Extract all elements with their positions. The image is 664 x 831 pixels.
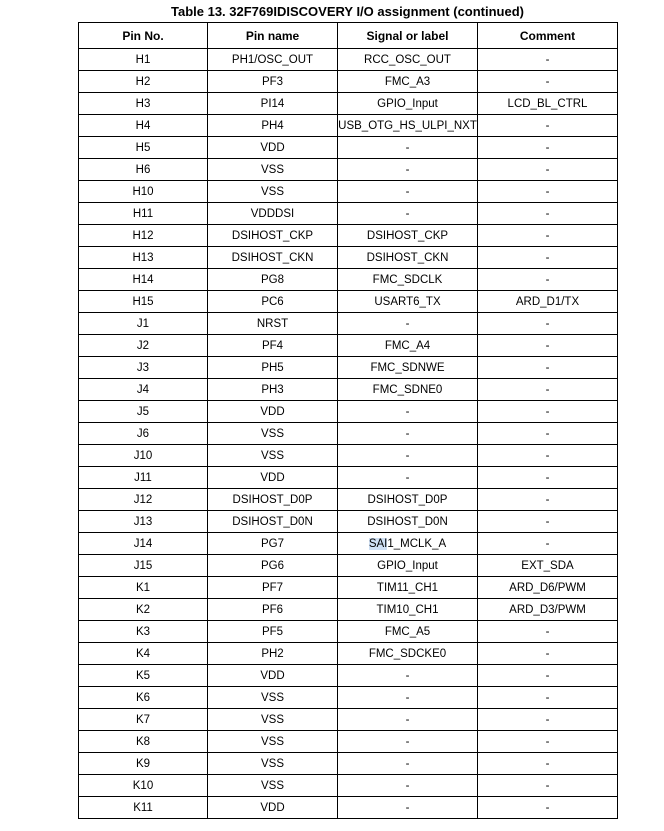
cell-signal: RCC_OSC_OUT	[338, 49, 478, 71]
cell-pin-no: H11	[79, 203, 208, 225]
cell-comment: -	[478, 137, 618, 159]
cell-pin-no: H14	[79, 269, 208, 291]
table-row	[79, 533, 618, 555]
cell-signal: FMC_SDNWE	[338, 357, 478, 379]
table-row	[79, 291, 618, 313]
cell-comment: EXT_SDA	[478, 555, 618, 577]
cell-pin-name: VDD	[208, 665, 338, 687]
cell-comment: -	[478, 335, 618, 357]
cell-pin-no: J12	[79, 489, 208, 511]
cell-pin-name: PH4	[208, 115, 338, 137]
cell-pin-no: H5	[79, 137, 208, 159]
cell-signal: FMC_SDCLK	[338, 269, 478, 291]
cell-pin-no: J10	[79, 445, 208, 467]
table-row	[79, 115, 618, 137]
table-row	[79, 665, 618, 687]
cell-comment: -	[478, 379, 618, 401]
cell-pin-name: VSS	[208, 445, 338, 467]
table-row	[79, 247, 618, 269]
cell-comment: ARD_D1/TX	[478, 291, 618, 313]
cell-signal: DSIHOST_CKP	[338, 225, 478, 247]
column-header-pin-no: Pin No.	[79, 23, 208, 49]
table-row	[79, 357, 618, 379]
cell-signal: GPIO_Input	[338, 555, 478, 577]
cell-signal: -	[338, 775, 478, 797]
cell-signal: FMC_SDNE0	[338, 379, 478, 401]
cell-pin-no: H12	[79, 225, 208, 247]
cell-pin-name: PH2	[208, 643, 338, 665]
cell-pin-no: K1	[79, 577, 208, 599]
table-row	[79, 555, 618, 577]
cell-comment: -	[478, 269, 618, 291]
cell-signal: -	[338, 445, 478, 467]
cell-pin-name: VDD	[208, 401, 338, 423]
cell-pin-no: J3	[79, 357, 208, 379]
table-row	[79, 335, 618, 357]
cell-pin-name: VDD	[208, 467, 338, 489]
cell-pin-no: H2	[79, 71, 208, 93]
table-row	[79, 423, 618, 445]
cell-pin-no: J13	[79, 511, 208, 533]
column-header-comment: Comment	[478, 23, 618, 49]
table-row	[79, 445, 618, 467]
cell-pin-no: K3	[79, 621, 208, 643]
cell-pin-no: H15	[79, 291, 208, 313]
cell-comment: -	[478, 71, 618, 93]
cell-pin-no: J15	[79, 555, 208, 577]
cell-pin-name: VSS	[208, 731, 338, 753]
cell-comment: -	[478, 49, 618, 71]
cell-pin-no: H13	[79, 247, 208, 269]
cell-pin-name: VSS	[208, 775, 338, 797]
cell-pin-no: K4	[79, 643, 208, 665]
cell-comment: -	[478, 533, 618, 555]
cell-signal: FMC_A4	[338, 335, 478, 357]
cell-comment: -	[478, 511, 618, 533]
cell-signal: -	[338, 313, 478, 335]
cell-signal: -	[338, 753, 478, 775]
cell-signal: -	[338, 181, 478, 203]
cell-comment: LCD_BL_CTRL	[478, 93, 618, 115]
table-row	[79, 159, 618, 181]
cell-pin-name: VSS	[208, 181, 338, 203]
cell-pin-name: PF3	[208, 71, 338, 93]
cell-signal: USART6_TX	[338, 291, 478, 313]
cell-pin-name: PG6	[208, 555, 338, 577]
cell-comment: -	[478, 225, 618, 247]
cell-comment: -	[478, 687, 618, 709]
cell-pin-name: DSIHOST_D0P	[208, 489, 338, 511]
cell-signal: DSIHOST_D0P	[338, 489, 478, 511]
table-row	[79, 577, 618, 599]
cell-comment: -	[478, 159, 618, 181]
cell-pin-name: VDDDSI	[208, 203, 338, 225]
cell-pin-no: J6	[79, 423, 208, 445]
cell-signal: -	[338, 797, 478, 819]
cell-comment: -	[478, 753, 618, 775]
column-header-signal: Signal or label	[338, 23, 478, 49]
cell-signal: -	[338, 137, 478, 159]
cell-comment: -	[478, 401, 618, 423]
cell-signal: -	[338, 467, 478, 489]
cell-comment: -	[478, 643, 618, 665]
cell-comment: -	[478, 203, 618, 225]
cell-comment: -	[478, 357, 618, 379]
cell-signal: -	[338, 687, 478, 709]
cell-signal: FMC_A3	[338, 71, 478, 93]
cell-signal: TIM11_CH1	[338, 577, 478, 599]
cell-comment: ARD_D3/PWM	[478, 599, 618, 621]
table-row	[79, 797, 618, 819]
cell-pin-name: VDD	[208, 137, 338, 159]
table-row	[79, 511, 618, 533]
cell-signal: -	[338, 203, 478, 225]
cell-pin-name: VSS	[208, 709, 338, 731]
table-row	[79, 225, 618, 247]
cell-pin-no: K10	[79, 775, 208, 797]
cell-pin-no: K2	[79, 599, 208, 621]
cell-pin-no: K6	[79, 687, 208, 709]
cell-pin-name: PG7	[208, 533, 338, 555]
cell-signal: -	[338, 401, 478, 423]
cell-pin-name: PC6	[208, 291, 338, 313]
cell-comment: ARD_D6/PWM	[478, 577, 618, 599]
cell-pin-name: PF6	[208, 599, 338, 621]
cell-comment: -	[478, 423, 618, 445]
table-row	[79, 687, 618, 709]
cell-pin-name: PG8	[208, 269, 338, 291]
cell-pin-name: VSS	[208, 423, 338, 445]
cell-text-rest: 1_MCLK_A	[387, 537, 447, 550]
cell-pin-no: J2	[79, 335, 208, 357]
cell-signal: -	[338, 731, 478, 753]
cell-signal: -	[338, 159, 478, 181]
cell-pin-no: H4	[79, 115, 208, 137]
cell-pin-name: VDD	[208, 797, 338, 819]
cell-pin-no: K5	[79, 665, 208, 687]
cell-signal: DSIHOST_CKN	[338, 247, 478, 269]
table-row	[79, 93, 618, 115]
cell-signal: GPIO_Input	[338, 93, 478, 115]
cell-pin-no: H6	[79, 159, 208, 181]
cell-comment: -	[478, 621, 618, 643]
cell-pin-no: J4	[79, 379, 208, 401]
table-row	[79, 401, 618, 423]
cell-signal: DSIHOST_D0N	[338, 511, 478, 533]
cell-comment: -	[478, 775, 618, 797]
cell-pin-name: DSIHOST_CKP	[208, 225, 338, 247]
cell-comment: -	[478, 313, 618, 335]
table-row	[79, 137, 618, 159]
cell-pin-no: J5	[79, 401, 208, 423]
cell-pin-name: PF5	[208, 621, 338, 643]
table-row	[79, 775, 618, 797]
cell-pin-name: PI14	[208, 93, 338, 115]
cell-pin-name: PH3	[208, 379, 338, 401]
cell-pin-no: H3	[79, 93, 208, 115]
cell-pin-name: VSS	[208, 687, 338, 709]
cell-pin-name: VSS	[208, 159, 338, 181]
table-caption: Table 13. 32F769IDISCOVERY I/O assignment (continued)	[170, 4, 525, 19]
table-row	[79, 379, 618, 401]
cell-pin-no: J14	[79, 533, 208, 555]
table-row	[79, 489, 618, 511]
table-row	[79, 709, 618, 731]
table-row	[79, 71, 618, 93]
cell-pin-name: DSIHOST_D0N	[208, 511, 338, 533]
table-row	[79, 269, 618, 291]
cell-pin-name: PH1/OSC_OUT	[208, 49, 338, 71]
table-header-row	[79, 23, 618, 49]
cell-comment: -	[478, 797, 618, 819]
table-row	[79, 753, 618, 775]
cell-pin-no: K8	[79, 731, 208, 753]
column-header-pin-name: Pin name	[208, 23, 338, 49]
cell-pin-name: VSS	[208, 753, 338, 775]
cell-comment: -	[478, 467, 618, 489]
table-row	[79, 49, 618, 71]
table-row	[79, 313, 618, 335]
cell-pin-no: K7	[79, 709, 208, 731]
cell-signal: -	[338, 423, 478, 445]
table-row	[79, 467, 618, 489]
cell-pin-name: DSIHOST_CKN	[208, 247, 338, 269]
cell-pin-no: J11	[79, 467, 208, 489]
table-row	[79, 203, 618, 225]
cell-signal: TIM10_CH1	[338, 599, 478, 621]
cell-pin-no: J1	[79, 313, 208, 335]
table-row	[79, 643, 618, 665]
table-row	[79, 731, 618, 753]
table-row	[79, 599, 618, 621]
cell-pin-name: PF4	[208, 335, 338, 357]
cell-comment: -	[478, 181, 618, 203]
cell-pin-name: PH5	[208, 357, 338, 379]
cell-pin-no: H10	[79, 181, 208, 203]
cell-pin-name: NRST	[208, 313, 338, 335]
cell-pin-name: PF7	[208, 577, 338, 599]
cell-pin-no: H1	[79, 49, 208, 71]
cell-signal: USB_OTG_HS_ULPI_NXT	[338, 115, 478, 137]
cell-signal: -	[338, 665, 478, 687]
table-row	[79, 181, 618, 203]
text-selection-highlight: SAI	[368, 537, 388, 550]
cell-signal: -	[338, 709, 478, 731]
table-body	[79, 49, 618, 819]
cell-comment: -	[478, 489, 618, 511]
cell-comment: -	[478, 247, 618, 269]
cell-comment: -	[478, 115, 618, 137]
cell-pin-no: K9	[79, 753, 208, 775]
cell-comment: -	[478, 709, 618, 731]
io-assignment-table	[78, 22, 618, 819]
table-row	[79, 621, 618, 643]
cell-signal	[338, 533, 478, 555]
cell-signal: FMC_SDCKE0	[338, 643, 478, 665]
cell-comment: -	[478, 445, 618, 467]
cell-comment: -	[478, 665, 618, 687]
cell-comment: -	[478, 731, 618, 753]
cell-signal: FMC_A5	[338, 621, 478, 643]
cell-pin-no: K11	[79, 797, 208, 819]
